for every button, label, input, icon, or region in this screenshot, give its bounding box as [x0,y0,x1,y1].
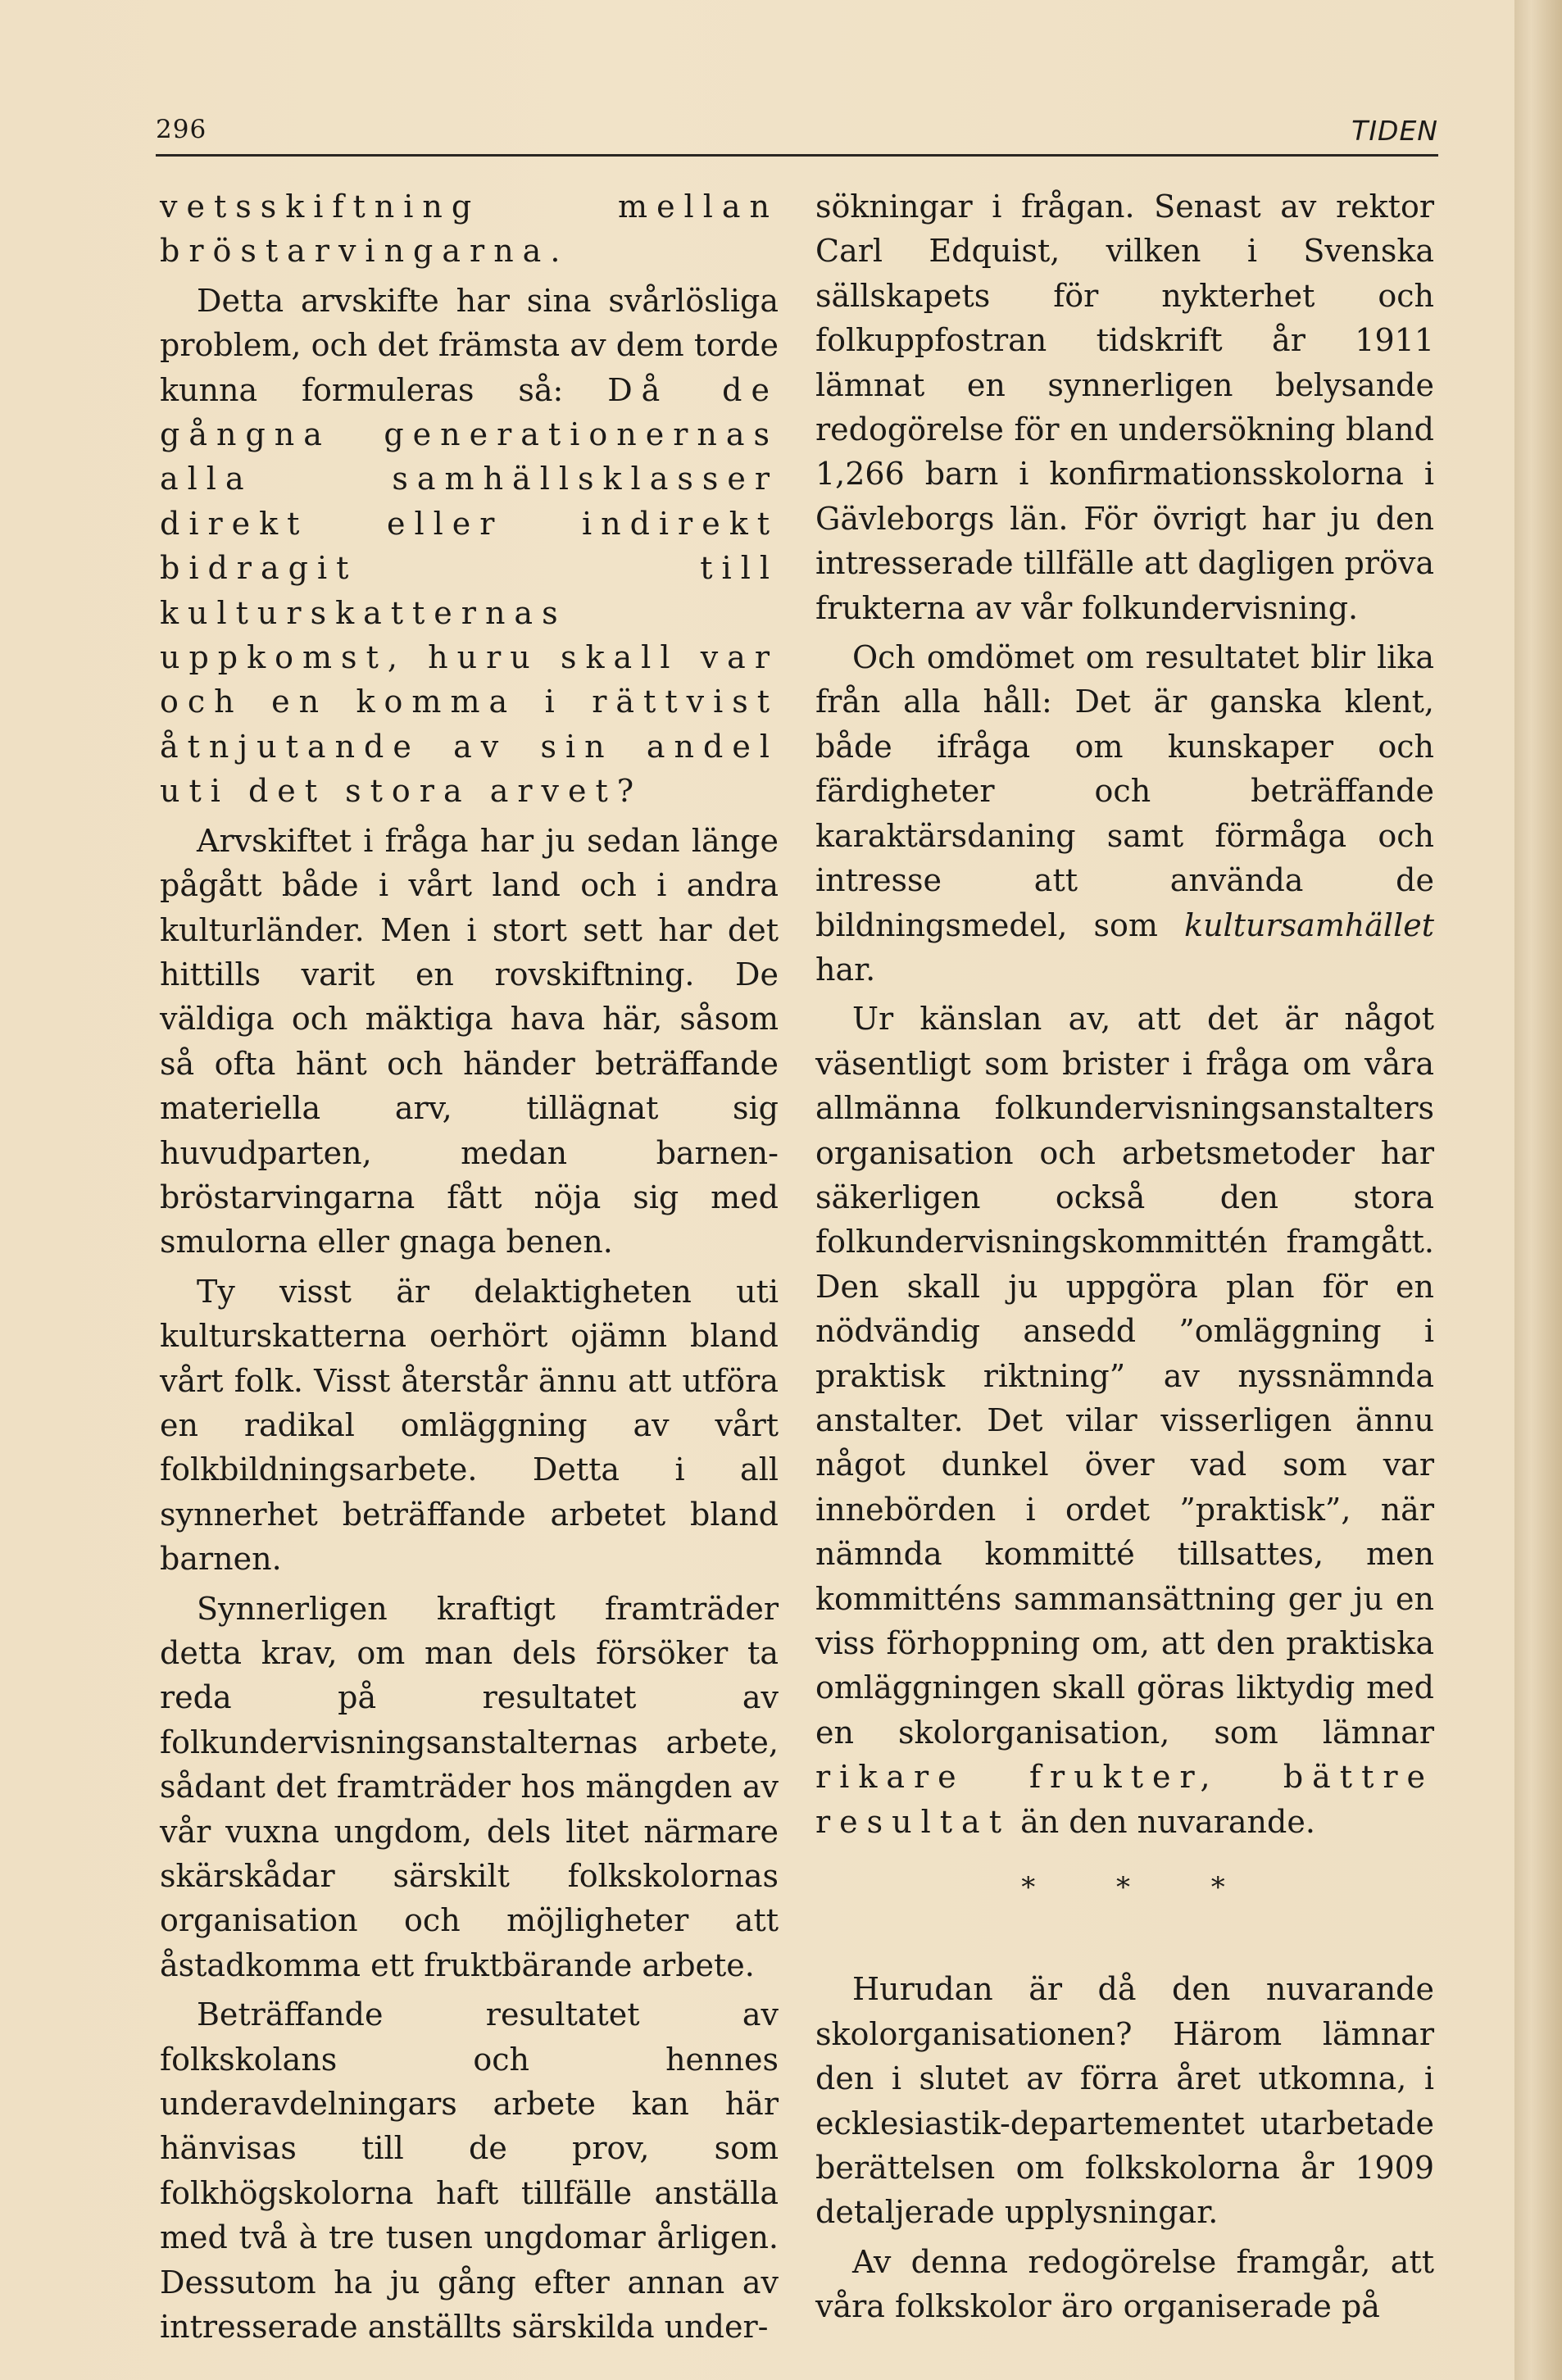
spaced-text: Då de gångna generationernas alla samhällsklasser direkt eller indirekt bidragit till kulturskatternas uppkomst, huru skall var och en komma i rättvist åtnjutande av sin andel uti det stora arvet? [160,371,779,810]
page-edge [1514,0,1562,2380]
page-number: 296 [156,115,207,144]
header-rule [156,154,1438,157]
spaced-text: vetsskiftning mellan bröstarvingarna. [160,188,779,270]
paragraph [815,997,1434,1844]
paragraph: Ty visst är delaktigheten uti kulturskatterna oerhört ojämn bland vårt folk. Visst återstår ännu att utföra en radikal omläggning av vårt folkbildningsarbete. Detta i all synnerhet beträffande arbetet bland barnen. [160,1273,779,1578]
text: Detta arvskifte har sina svårlösliga problem, och det främsta av dem torde kunna formuleras så: [160,282,779,408]
paragraph: Arvskiftet i fråga har ju sedan länge pågått både i vårt land och i andra kulturländer. Men i stort sett har det hittills varit en rovskiftning. De väldiga och mäktiga hava här, såsom så ofta hänt och händer beträffande materiella arv, tillägnat sig huvudparten, medan barnen-bröstarvingarna fått nöja sig med smulorna eller gnaga benen. [160,822,779,1260]
text: Och omdömet om resultatet blir lika från alla håll: Det är ganska klent, både ifråga om kunskaper och färdigheter och beträffande karaktärsdaning samt förmåga och intresse att använda de bildningsmedel, som [815,639,1434,943]
spaced-text: rikare frukter, bättre resultat [815,1759,1434,1840]
journal-title: TIDEN [1351,115,1438,147]
paragraph: Hurudan är då den nuvarande skolorganisationen? Härom lämnar den i slutet av förra året utkomna, i ecklesiastik-departementet utarbetade berättelsen om folkskolorna år 1909 detaljerade upplysningar. [815,1971,1434,2231]
paragraph [160,279,779,814]
paragraph [160,184,779,274]
left-column [160,184,779,2350]
italic-text: kultursamhället [1184,906,1434,943]
text: Ur känslan av, att det är något väsentligt som brister i fråga om våra allmänna folkundervisningsanstalters organisation och arbetsmetoder har säkerligen också den stora folkundervisningskommittén framgått. Den skall ju uppgöra plan för en nödvändig ansedd ”omläggning i praktisk riktning” av nyssnämnda anstalter. Det vilar visserligen ännu något dunkel över vad som var innebörden i ordet ”praktisk”, när nämnda kommitté tillsattes, men kommitténs sammansättning ger ju en viss förhoppning om, att den praktiska omläggningen skall göras liktydig med en skolorganisation, som lämnar [815,1001,1434,1751]
section-divider: * * * [1021,1871,1261,1905]
right-column [815,184,1434,2329]
running-header [156,115,1438,157]
text: än den nuvarande. [1010,1803,1315,1840]
text: har. [815,951,876,988]
paragraph: Beträffande resultatet av folkskolans och hennes underavdelningars arbete kan här hänvisas till de prov, som folkhögskolorna haft tillfälle anställa med två à tre tusen ungdomar årligen. Dessutom ha ju gång efter annan av intresserade anställts särskilda under- [160,1996,779,2346]
paragraph [815,635,1434,992]
paragraph: Synnerligen kraftigt framträder detta krav, om man dels försöker ta reda på resultatet av folkundervisningsanstalternas arbete, sådant det framträder hos mängden av vår vuxna ungdom, dels litet närmare skärskådar särskilt folkskolornas organisation och möjligheter att åstadkomma ett fruktbärande arbete. [160,1590,779,1983]
paragraph: sökningar i frågan. Senast av rektor Carl Edquist, vilken i Svenska sällskapets för nykterhet och folkuppfostran tidskrift år 1911 lämnat en synnerligen belysande redogörelse för en undersökning bland 1,266 barn i konfirmationsskolorna i Gävleborgs län. För övrigt har ju den intresserade tillfälle att dagligen pröva frukterna av vår folkundervisning. [815,188,1434,626]
paragraph: Av denna redogörelse framgår, att våra folkskolor äro organiserade på [815,2243,1434,2325]
